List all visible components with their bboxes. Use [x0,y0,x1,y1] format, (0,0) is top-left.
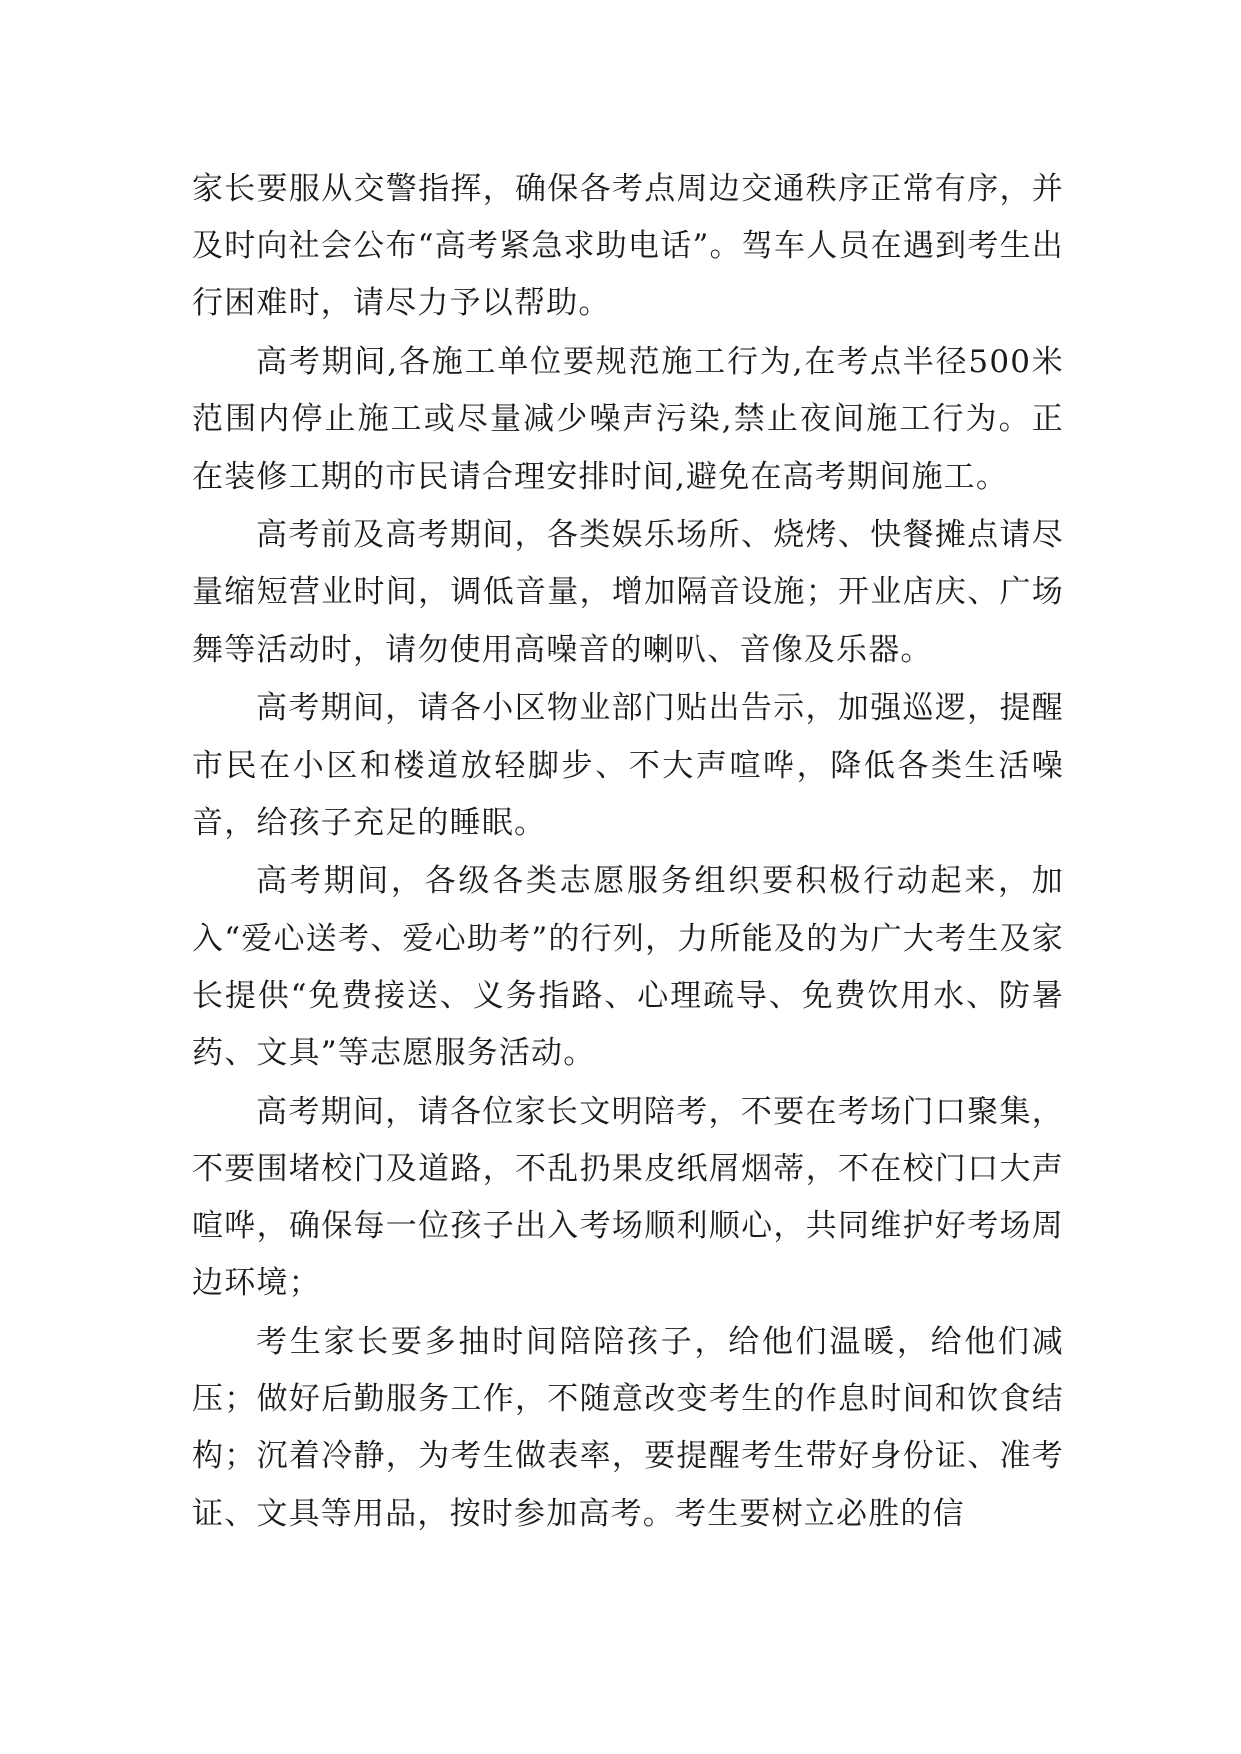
paragraph-property: 高考期间，请各小区物业部门贴出告示，加强巡逻，提醒市民在小区和楼道放轻脚步、不大声喧哗，降低各类生活噪音，给孩子充足的睡眠。 [192,690,1064,841]
paragraph-traffic: 家长要服从交警指挥，确保各考点周边交通秩序正常有序，并及时向社会公布“高考紧急求助电话”。驾车人员在遇到考生出行困难时，请尽力予以帮助。 [192,171,1064,322]
document-body [192,161,1064,1544]
paragraph-parents-civilized: 高考期间，请各位家长文明陪考，不要在考场门口聚集，不要围堵校门及道路，不乱扔果皮纸屑烟蒂，不在校门口大声喧哗，确保每一位孩子出入考场顺利顺心，共同维护好考场周边环境； [192,1093,1064,1302]
paragraph-entertainment: 高考前及高考期间，各类娱乐场所、烧烤、快餐摊点请尽量缩短营业时间，调低音量，增加隔音设施；开业店庆、广场舞等活动时，请勿使用高噪音的喇叭、音像及乐器。 [192,517,1064,668]
paragraph-construction: 高考期间,各施工单位要规范施工行为,在考点半径500米范围内停止施工或尽量减少噪声污染,禁止夜间施工行为。正在装修工期的市民请合理安排时间,避免在高考期间施工。 [192,344,1064,495]
paragraph-volunteer: 高考期间，各级各类志愿服务组织要积极行动起来，加入“爱心送考、爱心助考”的行列，力所能及的为广大考生及家长提供“免费接送、义务指路、心理疏导、免费饮用水、防暑药、文具”等志愿服务活动。 [192,863,1064,1072]
paragraph-parents-support: 考生家长要多抽时间陪陪孩子，给他们温暖，给他们减压；做好后勤服务工作，不随意改变考生的作息时间和饮食结构；沉着冷静，为考生做表率，要提醒考生带好身份证、准考证、文具等用品，按时参加高考。考生要树立必胜的信 [192,1324,1064,1532]
